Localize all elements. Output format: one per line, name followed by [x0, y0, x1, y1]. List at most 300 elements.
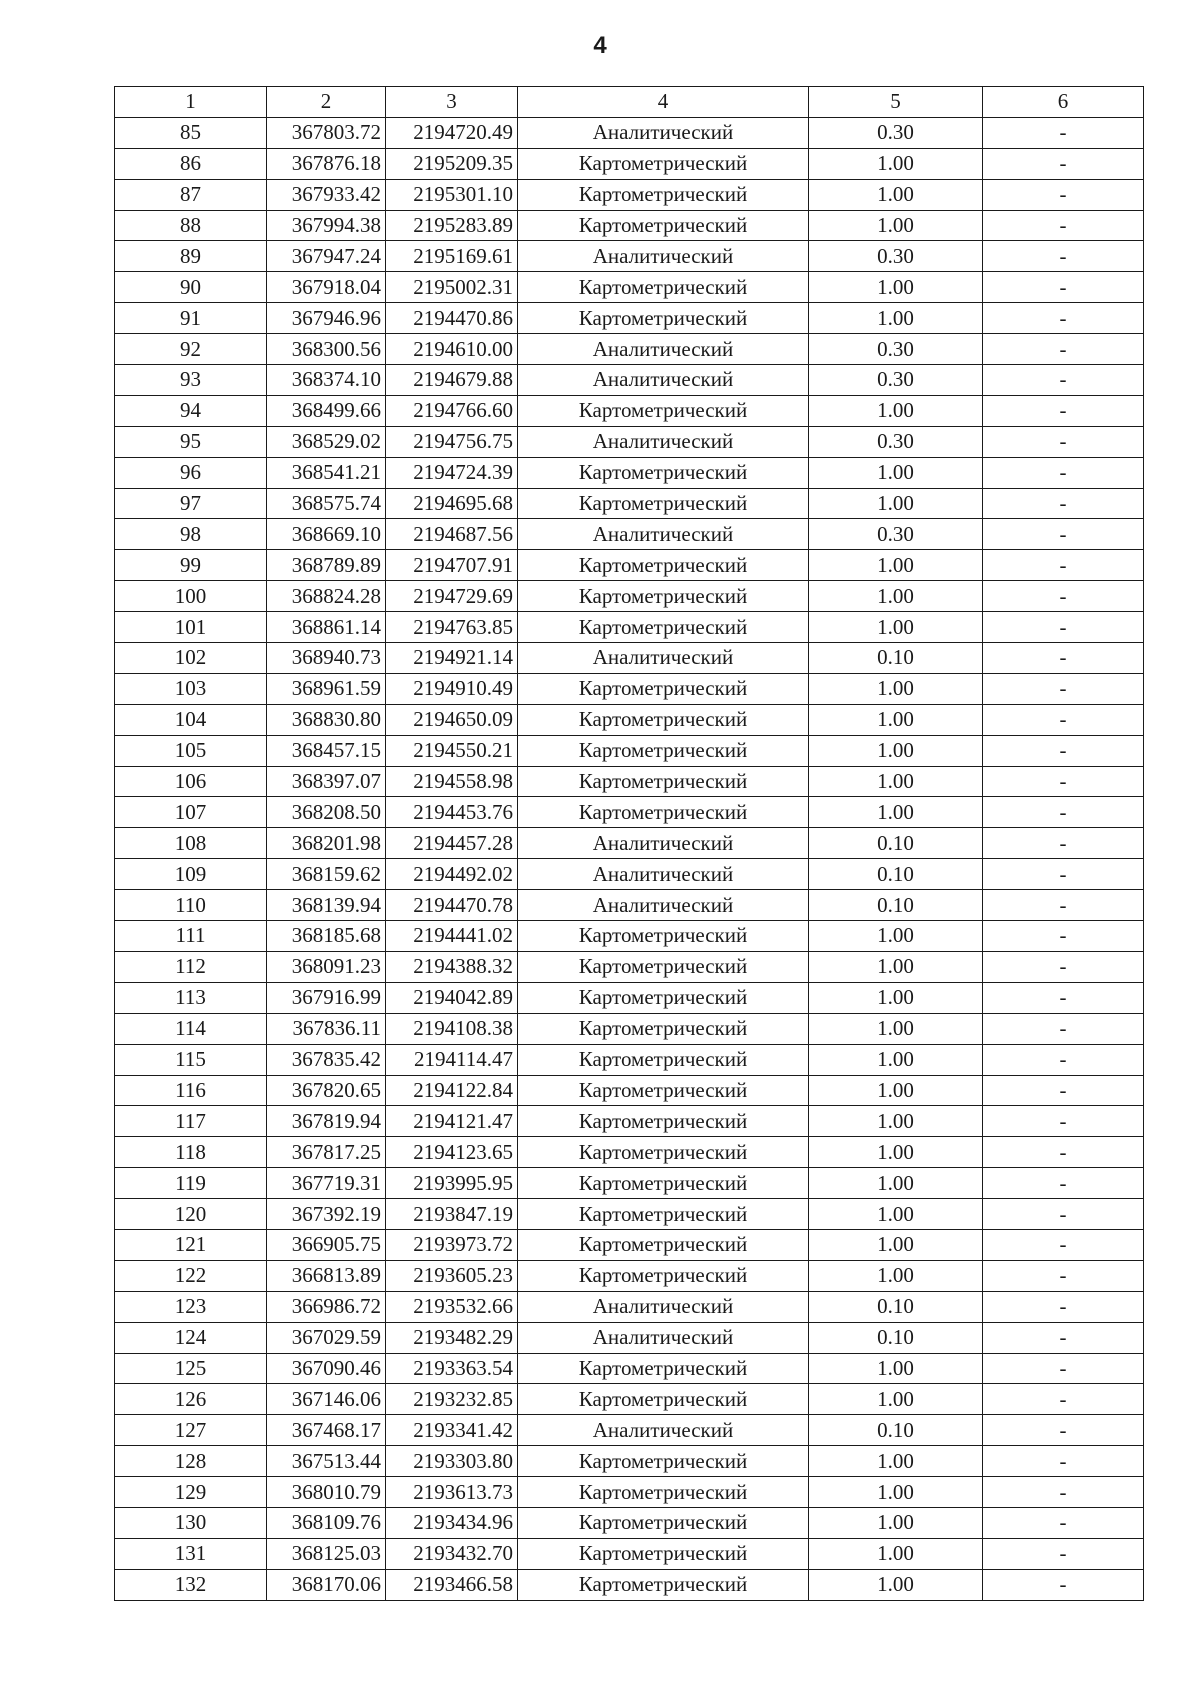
- cell-accuracy: 1.00: [809, 179, 983, 210]
- cell-point-number: 122: [115, 1260, 267, 1291]
- table-row: [115, 581, 1144, 612]
- table-row: [115, 766, 1144, 797]
- cell-coordinate-x: 367146.06: [267, 1384, 386, 1415]
- cell-accuracy: 0.10: [809, 1291, 983, 1322]
- table-row: [115, 148, 1144, 179]
- cell-coordinate-y: 2193613.73: [386, 1477, 518, 1508]
- cell-coordinate-x: 366986.72: [267, 1291, 386, 1322]
- cell-method: Картометрический: [518, 210, 809, 241]
- cell-note: -: [983, 1106, 1144, 1137]
- cell-coordinate-x: 368109.76: [267, 1507, 386, 1538]
- table-row: [115, 334, 1144, 365]
- cell-method: Картометрический: [518, 735, 809, 766]
- cell-note: -: [983, 1168, 1144, 1199]
- table-row: [115, 272, 1144, 303]
- cell-coordinate-y: 2194122.84: [386, 1075, 518, 1106]
- cell-coordinate-x: 367513.44: [267, 1446, 386, 1477]
- cell-point-number: 108: [115, 828, 267, 859]
- cell-note: -: [983, 1353, 1144, 1384]
- cell-method: Аналитический: [518, 241, 809, 272]
- cell-coordinate-y: 2194910.49: [386, 673, 518, 704]
- cell-method: Картометрический: [518, 951, 809, 982]
- cell-accuracy: 1.00: [809, 550, 983, 581]
- table-row: [115, 1384, 1144, 1415]
- cell-point-number: 93: [115, 365, 267, 396]
- cell-point-number: 126: [115, 1384, 267, 1415]
- table-row: [115, 395, 1144, 426]
- cell-method: Картометрический: [518, 797, 809, 828]
- table-row: [115, 1322, 1144, 1353]
- table-row: [115, 982, 1144, 1013]
- cell-coordinate-x: 367836.11: [267, 1013, 386, 1044]
- cell-coordinate-y: 2194492.02: [386, 859, 518, 890]
- cell-point-number: 127: [115, 1415, 267, 1446]
- cell-note: -: [983, 395, 1144, 426]
- cell-coordinate-y: 2194695.68: [386, 488, 518, 519]
- cell-accuracy: 1.00: [809, 1569, 983, 1600]
- table-row: [115, 179, 1144, 210]
- cell-coordinate-x: 367916.99: [267, 982, 386, 1013]
- cell-method: Картометрический: [518, 1507, 809, 1538]
- cell-method: Картометрический: [518, 179, 809, 210]
- cell-method: Картометрический: [518, 704, 809, 735]
- cell-coordinate-x: 368830.80: [267, 704, 386, 735]
- cell-coordinate-x: 366813.89: [267, 1260, 386, 1291]
- cell-method: Картометрический: [518, 1106, 809, 1137]
- cell-coordinate-x: 367803.72: [267, 117, 386, 148]
- cell-note: -: [983, 1538, 1144, 1569]
- cell-note: -: [983, 643, 1144, 674]
- cell-coordinate-y: 2194441.02: [386, 921, 518, 952]
- cell-method: Аналитический: [518, 859, 809, 890]
- cell-note: -: [983, 365, 1144, 396]
- cell-accuracy: 0.30: [809, 117, 983, 148]
- cell-method: Аналитический: [518, 426, 809, 457]
- cell-accuracy: 1.00: [809, 1044, 983, 1075]
- cell-coordinate-x: 367876.18: [267, 148, 386, 179]
- cell-coordinate-y: 2194921.14: [386, 643, 518, 674]
- table-row: [115, 643, 1144, 674]
- cell-point-number: 92: [115, 334, 267, 365]
- cell-method: Картометрический: [518, 1013, 809, 1044]
- cell-method: Картометрический: [518, 921, 809, 952]
- cell-accuracy: 1.00: [809, 1106, 983, 1137]
- cell-point-number: 96: [115, 457, 267, 488]
- cell-method: Картометрический: [518, 1446, 809, 1477]
- cell-method: Аналитический: [518, 828, 809, 859]
- cell-coordinate-x: 368201.98: [267, 828, 386, 859]
- cell-coordinate-y: 2193466.58: [386, 1569, 518, 1600]
- cell-note: -: [983, 117, 1144, 148]
- cell-accuracy: 1.00: [809, 395, 983, 426]
- cell-coordinate-x: 368789.89: [267, 550, 386, 581]
- cell-method: Аналитический: [518, 1322, 809, 1353]
- cell-coordinate-x: 368397.07: [267, 766, 386, 797]
- cell-point-number: 118: [115, 1137, 267, 1168]
- cell-note: -: [983, 1260, 1144, 1291]
- cell-point-number: 123: [115, 1291, 267, 1322]
- cell-accuracy: 0.10: [809, 828, 983, 859]
- cell-point-number: 100: [115, 581, 267, 612]
- table-row: [115, 1446, 1144, 1477]
- cell-coordinate-x: 368961.59: [267, 673, 386, 704]
- cell-note: -: [983, 982, 1144, 1013]
- table-row: [115, 1477, 1144, 1508]
- cell-coordinate-x: 367392.19: [267, 1199, 386, 1230]
- cell-coordinate-x: 368824.28: [267, 581, 386, 612]
- cell-coordinate-y: 2194707.91: [386, 550, 518, 581]
- cell-note: -: [983, 1477, 1144, 1508]
- cell-coordinate-y: 2193303.80: [386, 1446, 518, 1477]
- cell-accuracy: 1.00: [809, 1260, 983, 1291]
- cell-method: Картометрический: [518, 303, 809, 334]
- cell-note: -: [983, 1384, 1144, 1415]
- table-row: [115, 117, 1144, 148]
- cell-coordinate-x: 368669.10: [267, 519, 386, 550]
- cell-point-number: 129: [115, 1477, 267, 1508]
- cell-accuracy: 1.00: [809, 1446, 983, 1477]
- cell-accuracy: 1.00: [809, 921, 983, 952]
- table-row: [115, 1075, 1144, 1106]
- page-number: 4: [593, 32, 607, 59]
- table-row: [115, 1106, 1144, 1137]
- cell-point-number: 97: [115, 488, 267, 519]
- cell-accuracy: 0.30: [809, 334, 983, 365]
- cell-note: -: [983, 581, 1144, 612]
- cell-point-number: 86: [115, 148, 267, 179]
- cell-coordinate-x: 368457.15: [267, 735, 386, 766]
- cell-note: -: [983, 488, 1144, 519]
- table-row: [115, 673, 1144, 704]
- cell-note: -: [983, 797, 1144, 828]
- cell-method: Аналитический: [518, 1291, 809, 1322]
- cell-method: Аналитический: [518, 117, 809, 148]
- table-header: [115, 87, 1144, 118]
- cell-method: Аналитический: [518, 334, 809, 365]
- cell-coordinate-y: 2195209.35: [386, 148, 518, 179]
- cell-note: -: [983, 828, 1144, 859]
- table-row: [115, 1013, 1144, 1044]
- cell-note: -: [983, 1322, 1144, 1353]
- table-row: [115, 612, 1144, 643]
- table-row: [115, 365, 1144, 396]
- cell-method: Картометрический: [518, 272, 809, 303]
- cell-coordinate-x: 368091.23: [267, 951, 386, 982]
- table-row: [115, 1507, 1144, 1538]
- cell-point-number: 107: [115, 797, 267, 828]
- cell-accuracy: 0.10: [809, 643, 983, 674]
- column-header-3: 3: [386, 87, 518, 118]
- cell-note: -: [983, 766, 1144, 797]
- cell-note: -: [983, 1075, 1144, 1106]
- cell-coordinate-x: 367820.65: [267, 1075, 386, 1106]
- table-body: [115, 117, 1144, 1600]
- cell-note: -: [983, 704, 1144, 735]
- cell-coordinate-x: 368208.50: [267, 797, 386, 828]
- cell-point-number: 91: [115, 303, 267, 334]
- cell-method: Картометрический: [518, 1168, 809, 1199]
- header-row: [115, 87, 1144, 118]
- cell-accuracy: 1.00: [809, 797, 983, 828]
- cell-coordinate-x: 368374.10: [267, 365, 386, 396]
- cell-note: -: [983, 1446, 1144, 1477]
- cell-method: Картометрический: [518, 1137, 809, 1168]
- column-header-6: 6: [983, 87, 1144, 118]
- coordinates-table: [114, 86, 1144, 1601]
- cell-accuracy: 1.00: [809, 1507, 983, 1538]
- cell-point-number: 99: [115, 550, 267, 581]
- cell-accuracy: 1.00: [809, 673, 983, 704]
- cell-note: -: [983, 179, 1144, 210]
- table-row: [115, 859, 1144, 890]
- cell-coordinate-y: 2194687.56: [386, 519, 518, 550]
- cell-accuracy: 1.00: [809, 210, 983, 241]
- table-row: [115, 1538, 1144, 1569]
- cell-coordinate-x: 367819.94: [267, 1106, 386, 1137]
- cell-coordinate-x: 368940.73: [267, 643, 386, 674]
- cell-note: -: [983, 1013, 1144, 1044]
- cell-point-number: 120: [115, 1199, 267, 1230]
- cell-accuracy: 1.00: [809, 581, 983, 612]
- cell-method: Картометрический: [518, 1229, 809, 1260]
- table-row: [115, 1353, 1144, 1384]
- cell-coordinate-y: 2194729.69: [386, 581, 518, 612]
- cell-method: Картометрический: [518, 612, 809, 643]
- cell-note: -: [983, 303, 1144, 334]
- cell-method: Картометрический: [518, 457, 809, 488]
- cell-note: -: [983, 612, 1144, 643]
- cell-accuracy: 0.10: [809, 1415, 983, 1446]
- cell-coordinate-y: 2195283.89: [386, 210, 518, 241]
- column-header-5: 5: [809, 87, 983, 118]
- cell-point-number: 117: [115, 1106, 267, 1137]
- table-row: [115, 735, 1144, 766]
- cell-accuracy: 1.00: [809, 1477, 983, 1508]
- cell-coordinate-x: 368499.66: [267, 395, 386, 426]
- cell-accuracy: 0.30: [809, 241, 983, 272]
- cell-coordinate-y: 2193363.54: [386, 1353, 518, 1384]
- cell-method: Картометрический: [518, 1384, 809, 1415]
- cell-coordinate-y: 2194388.32: [386, 951, 518, 982]
- cell-accuracy: 0.30: [809, 426, 983, 457]
- cell-coordinate-y: 2193341.42: [386, 1415, 518, 1446]
- cell-coordinate-y: 2195169.61: [386, 241, 518, 272]
- table-row: [115, 828, 1144, 859]
- table-row: [115, 457, 1144, 488]
- cell-accuracy: 1.00: [809, 303, 983, 334]
- table-row: [115, 519, 1144, 550]
- table-row: [115, 921, 1144, 952]
- cell-coordinate-x: 367994.38: [267, 210, 386, 241]
- cell-note: -: [983, 673, 1144, 704]
- cell-coordinate-y: 2194720.49: [386, 117, 518, 148]
- cell-coordinate-x: 367029.59: [267, 1322, 386, 1353]
- cell-point-number: 105: [115, 735, 267, 766]
- table-row: [115, 550, 1144, 581]
- cell-coordinate-y: 2194457.28: [386, 828, 518, 859]
- cell-coordinate-y: 2194108.38: [386, 1013, 518, 1044]
- cell-method: Картометрический: [518, 1477, 809, 1508]
- cell-method: Картометрический: [518, 982, 809, 1013]
- cell-note: -: [983, 735, 1144, 766]
- cell-coordinate-x: 367468.17: [267, 1415, 386, 1446]
- cell-method: Картометрический: [518, 1353, 809, 1384]
- cell-method: Аналитический: [518, 890, 809, 921]
- cell-accuracy: 1.00: [809, 735, 983, 766]
- cell-coordinate-x: 368300.56: [267, 334, 386, 365]
- cell-coordinate-y: 2193995.95: [386, 1168, 518, 1199]
- cell-coordinate-y: 2193232.85: [386, 1384, 518, 1415]
- cell-coordinate-y: 2194123.65: [386, 1137, 518, 1168]
- cell-coordinate-y: 2193482.29: [386, 1322, 518, 1353]
- cell-coordinate-x: 366905.75: [267, 1229, 386, 1260]
- cell-method: Картометрический: [518, 766, 809, 797]
- table-row: [115, 890, 1144, 921]
- cell-note: -: [983, 426, 1144, 457]
- cell-coordinate-y: 2194766.60: [386, 395, 518, 426]
- cell-point-number: 111: [115, 921, 267, 952]
- cell-point-number: 98: [115, 519, 267, 550]
- cell-coordinate-y: 2194470.78: [386, 890, 518, 921]
- cell-note: -: [983, 1569, 1144, 1600]
- cell-method: Картометрический: [518, 1199, 809, 1230]
- cell-accuracy: 1.00: [809, 951, 983, 982]
- cell-coordinate-y: 2195002.31: [386, 272, 518, 303]
- cell-coordinate-y: 2194550.21: [386, 735, 518, 766]
- table-row: [115, 1168, 1144, 1199]
- cell-method: Картометрический: [518, 1569, 809, 1600]
- cell-point-number: 89: [115, 241, 267, 272]
- cell-coordinate-x: 368575.74: [267, 488, 386, 519]
- cell-coordinate-y: 2193973.72: [386, 1229, 518, 1260]
- cell-note: -: [983, 210, 1144, 241]
- cell-accuracy: 1.00: [809, 982, 983, 1013]
- cell-point-number: 104: [115, 704, 267, 735]
- cell-accuracy: 1.00: [809, 1168, 983, 1199]
- cell-note: -: [983, 1291, 1144, 1322]
- cell-coordinate-x: 367835.42: [267, 1044, 386, 1075]
- cell-note: -: [983, 1415, 1144, 1446]
- cell-note: -: [983, 921, 1144, 952]
- cell-note: -: [983, 334, 1144, 365]
- cell-note: -: [983, 951, 1144, 982]
- cell-point-number: 95: [115, 426, 267, 457]
- table-row: [115, 1260, 1144, 1291]
- cell-point-number: 112: [115, 951, 267, 982]
- cell-method: Картометрический: [518, 1538, 809, 1569]
- cell-point-number: 125: [115, 1353, 267, 1384]
- cell-accuracy: 1.00: [809, 704, 983, 735]
- cell-method: Аналитический: [518, 365, 809, 396]
- cell-note: -: [983, 1137, 1144, 1168]
- cell-note: -: [983, 148, 1144, 179]
- cell-note: -: [983, 890, 1144, 921]
- cell-note: -: [983, 519, 1144, 550]
- cell-method: Картометрический: [518, 148, 809, 179]
- cell-coordinate-x: 368861.14: [267, 612, 386, 643]
- cell-point-number: 102: [115, 643, 267, 674]
- cell-coordinate-y: 2194121.47: [386, 1106, 518, 1137]
- table-row: [115, 488, 1144, 519]
- cell-note: -: [983, 1229, 1144, 1260]
- cell-method: Аналитический: [518, 643, 809, 674]
- table-row: [115, 1291, 1144, 1322]
- cell-point-number: 94: [115, 395, 267, 426]
- cell-coordinate-x: 368541.21: [267, 457, 386, 488]
- cell-note: -: [983, 550, 1144, 581]
- cell-coordinate-y: 2194610.00: [386, 334, 518, 365]
- cell-coordinate-y: 2194042.89: [386, 982, 518, 1013]
- cell-coordinate-y: 2194756.75: [386, 426, 518, 457]
- cell-coordinate-x: 368010.79: [267, 1477, 386, 1508]
- cell-point-number: 115: [115, 1044, 267, 1075]
- cell-note: -: [983, 1044, 1144, 1075]
- table-row: [115, 1229, 1144, 1260]
- column-header-1: 1: [115, 87, 267, 118]
- table-row: [115, 241, 1144, 272]
- cell-method: Картометрический: [518, 1044, 809, 1075]
- cell-coordinate-y: 2193532.66: [386, 1291, 518, 1322]
- cell-accuracy: 1.00: [809, 612, 983, 643]
- column-header-4: 4: [518, 87, 809, 118]
- cell-accuracy: 1.00: [809, 1075, 983, 1106]
- cell-method: Картометрический: [518, 488, 809, 519]
- cell-accuracy: 0.10: [809, 1322, 983, 1353]
- cell-coordinate-x: 368529.02: [267, 426, 386, 457]
- cell-accuracy: 1.00: [809, 1137, 983, 1168]
- cell-point-number: 119: [115, 1168, 267, 1199]
- cell-coordinate-x: 367817.25: [267, 1137, 386, 1168]
- cell-accuracy: 1.00: [809, 488, 983, 519]
- cell-point-number: 121: [115, 1229, 267, 1260]
- cell-accuracy: 1.00: [809, 1538, 983, 1569]
- cell-point-number: 90: [115, 272, 267, 303]
- cell-accuracy: 1.00: [809, 1199, 983, 1230]
- cell-coordinate-y: 2194650.09: [386, 704, 518, 735]
- cell-coordinate-y: 2193605.23: [386, 1260, 518, 1291]
- cell-accuracy: 1.00: [809, 457, 983, 488]
- table-row: [115, 1569, 1144, 1600]
- cell-accuracy: 1.00: [809, 272, 983, 303]
- cell-note: -: [983, 1507, 1144, 1538]
- cell-coordinate-y: 2194724.39: [386, 457, 518, 488]
- cell-coordinate-x: 368170.06: [267, 1569, 386, 1600]
- cell-coordinate-x: 368185.68: [267, 921, 386, 952]
- cell-coordinate-x: 368159.62: [267, 859, 386, 890]
- cell-coordinate-x: 367090.46: [267, 1353, 386, 1384]
- cell-accuracy: 1.00: [809, 1384, 983, 1415]
- cell-method: Картометрический: [518, 550, 809, 581]
- cell-accuracy: 0.10: [809, 890, 983, 921]
- table-row: [115, 951, 1144, 982]
- cell-accuracy: 0.30: [809, 519, 983, 550]
- cell-point-number: 103: [115, 673, 267, 704]
- cell-coordinate-y: 2194114.47: [386, 1044, 518, 1075]
- cell-method: Картометрический: [518, 395, 809, 426]
- cell-coordinate-x: 367719.31: [267, 1168, 386, 1199]
- cell-point-number: 132: [115, 1569, 267, 1600]
- cell-point-number: 113: [115, 982, 267, 1013]
- cell-coordinate-y: 2194679.88: [386, 365, 518, 396]
- cell-method: Аналитический: [518, 519, 809, 550]
- cell-method: Картометрический: [518, 1075, 809, 1106]
- cell-point-number: 85: [115, 117, 267, 148]
- table-row: [115, 210, 1144, 241]
- cell-note: -: [983, 272, 1144, 303]
- cell-point-number: 131: [115, 1538, 267, 1569]
- cell-note: -: [983, 457, 1144, 488]
- cell-coordinate-x: 368139.94: [267, 890, 386, 921]
